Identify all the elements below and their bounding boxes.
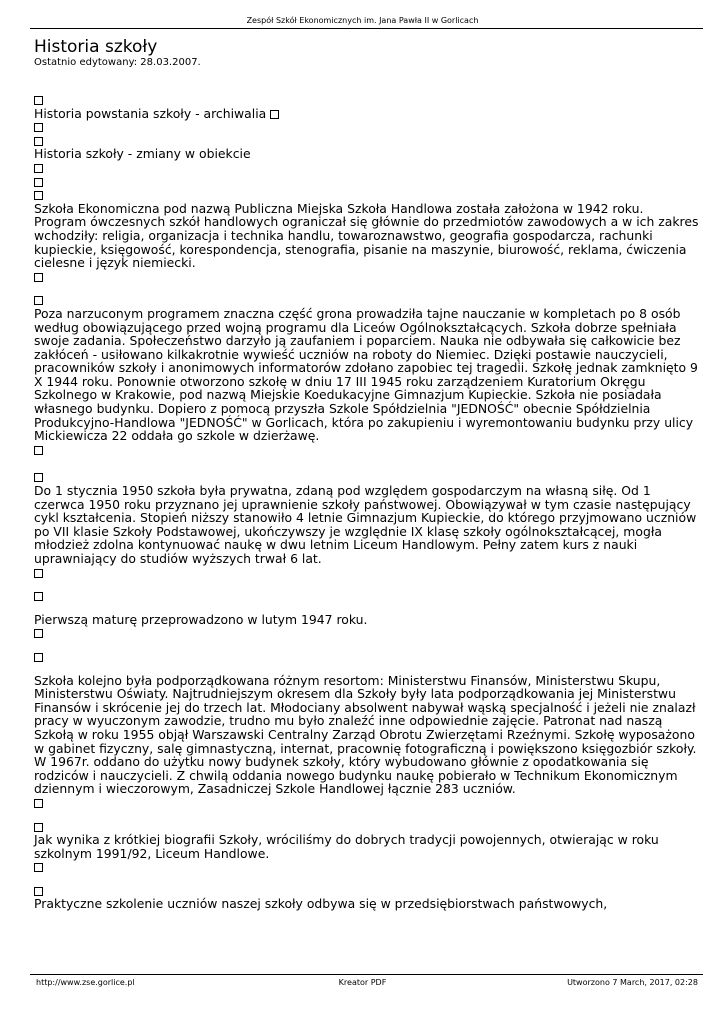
changes-link[interactable]: Historia szkoły - zmiany w obiekcie: [34, 146, 251, 162]
image-placeholder-icon: [34, 887, 43, 896]
article-body: [34, 93, 699, 911]
image-placeholder-icon: [34, 629, 43, 638]
title-block: [34, 37, 699, 69]
page-title: Historia szkoły: [34, 37, 158, 57]
image-placeholder-icon: [34, 863, 43, 872]
image-placeholder-icon: [34, 191, 43, 200]
paragraph-ministries: Szkoła kolejno była podporządkowana różnym resortom: Ministerstwu Finansów, Ministerstwu Skupu, Ministerstwu Oświaty. Najtrudniejszym okresem dla Szkoły były lata podporządkowania jej Ministerstwu Finansów i skrócenie jej do trzech lat. Młodociany absolwent nabywał wąską specjalność i jeżeli nie znalazł pracy w wyuczonym zawodzie, trudno mu było znaleźć inne odpowiednie zajęcie. Patronat nad naszą Szkołą w roku 1955 objął Warszawski Centralny Zarząd Obrotu Zwierzętami Rzeźnymi. Szkołę wyposażono w gabinet fizyczny, salę gimnastyczną, internat, pracownię fotograficzną i powiększono księgozbiór szkoły. W 1967r. oddano do użytku nowy budynek szkoły, który wybudowano głównie z opodatkowania się rodziców i nauczycieli. Z chwilą oddania nowego budynku naukę pobierało w Technikum Ekonomicznym dziennym i wieczorowym, Zasadniczej Szkole Handlowej łącznie 283 uczniów.: [34, 672, 697, 797]
paragraph-tradition: Jak wynika z krótkiej biografii Szkoły, wróciliśmy do dobrych tradycji powojennych, otwierając w roku szkolnym 1991/92, Liceum Handlowe.: [34, 832, 659, 861]
image-placeholder-icon: [34, 473, 43, 482]
header-divider: [30, 28, 703, 29]
paragraph-founding: Szkoła Ekonomiczna pod nazwą Publiczna Miejska Szkoła Handlowa została założona w 1942 roku. Program ówczesnych szkół handlowych ograniczał się głównie do przedmiotów zawodowych a w ich zakres wchodziły: religia, organizacja i technika handlu, towaroznawstwo, geografia gospodarcza, rachunki kupieckie, księgowość, korespondencja, stenografia, pisanie na maszynie, biurowość, reklama, ćwiczenia cielesne i język niemiecki.: [34, 200, 699, 271]
image-placeholder-icon: [34, 123, 43, 132]
image-placeholder-icon: [34, 569, 43, 578]
archive-link-row: [34, 107, 699, 121]
image-placeholder-icon: [34, 296, 43, 305]
image-placeholder-icon: [34, 823, 43, 832]
image-placeholder-icon: [34, 96, 43, 105]
image-placeholder-icon: [34, 178, 43, 187]
last-edited: Ostatnio edytowany: 28.03.2007.: [34, 57, 201, 68]
document-header: Zespół Szkół Ekonomicznych im. Jana Pawła II w Gorlicach: [246, 16, 479, 25]
image-placeholder-icon: [34, 446, 43, 455]
image-placeholder-icon: [34, 137, 43, 146]
paragraph-war-years: Poza narzuconym programem znaczna część grona prowadziła tajne nauczanie w kompletach po 8 osób według obowiązującego przed wojną programu dla Liceów Ogólnokształcących. Szkoła dobrze spełniała swoje zadania. Społeczeństwo darzyło ją zaufaniem i poparciem. Nauka nie odbywała się całkowicie bez zakłóceń - usiłowano kilkakrotnie wywieść uczniów na roboty do Niemiec. Dzięki postawie nauczycieli, pracowników szkoły i anonimowych informatorów zdołano zapobiec tej tragedii. Szkołę jednak zamknięto 9 X 1944 roku. Ponownie otworzono szkołę w dniu 17 III 1945 roku zarządzeniem Kuratorium Okręgu Szkolnego w Krakowie, pod nazwą Miejskie Koedukacyjne Gimnazjum Kupieckie. Szkoła nie posiadała własnego budynku. Dopiero z pomocą przyszła Szkole Spółdzielnia "JEDNOŚĆ" obecnie Spółdzielnia Produkcyjno-Handlowa "JEDNOŚĆ" w Gorlicach, która po zakupieniu i wyremontowaniu budynku przy ulicy Mickiewicza 22 oddała go szkole w dzierżawę.: [34, 305, 698, 444]
footer-generator: Kreator PDF: [338, 978, 387, 987]
image-placeholder-icon: [270, 110, 279, 119]
image-placeholder-icon: [34, 273, 43, 282]
footer-created: Utworzono 7 March, 2017, 02:28: [567, 978, 698, 987]
image-placeholder-icon: [34, 653, 43, 662]
image-placeholder-icon: [34, 799, 43, 808]
changes-link-row: [34, 147, 699, 161]
image-placeholder-icon: [34, 164, 43, 173]
footer-divider: [30, 974, 703, 975]
paragraph-practical-training: Praktyczne szkolenie uczniów naszej szkoły odbywa się w przedsiębiorstwach państwowych,: [34, 896, 608, 912]
paragraph-first-matura: Pierwszą maturę przeprowadzono w lutym 1947 roku.: [34, 611, 368, 627]
paragraph-1950: Do 1 stycznia 1950 szkoła była prywatna, zdaną pod względem gospodarczym na własną siłę. Od 1 czerwca 1950 roku przyznano jej uprawnienie szkoły państwowej. Obowiązywał w tym czasie następujący cykl kształcenia. Stopień niższy stanowiło 4 letnie Gimnazjum Kupieckie, do którego przyjmowano uczniów po VII klasie Szkoły Podstawowej, ukończywszy je względnie IX klasę szkoły ogólnokształcącej, mogła młodzież zdolna kontynuować naukę w dwu letnim Liceum Handlowym. Pełny zatem kurs z nauki uprawniający do studiów wyższych trwał 6 lat.: [34, 483, 697, 566]
footer-url[interactable]: http://www.zse.gorlice.pl: [36, 978, 135, 987]
archive-link[interactable]: Historia powstania szkoły - archiwalia: [34, 105, 267, 121]
image-placeholder-icon: [34, 592, 43, 601]
